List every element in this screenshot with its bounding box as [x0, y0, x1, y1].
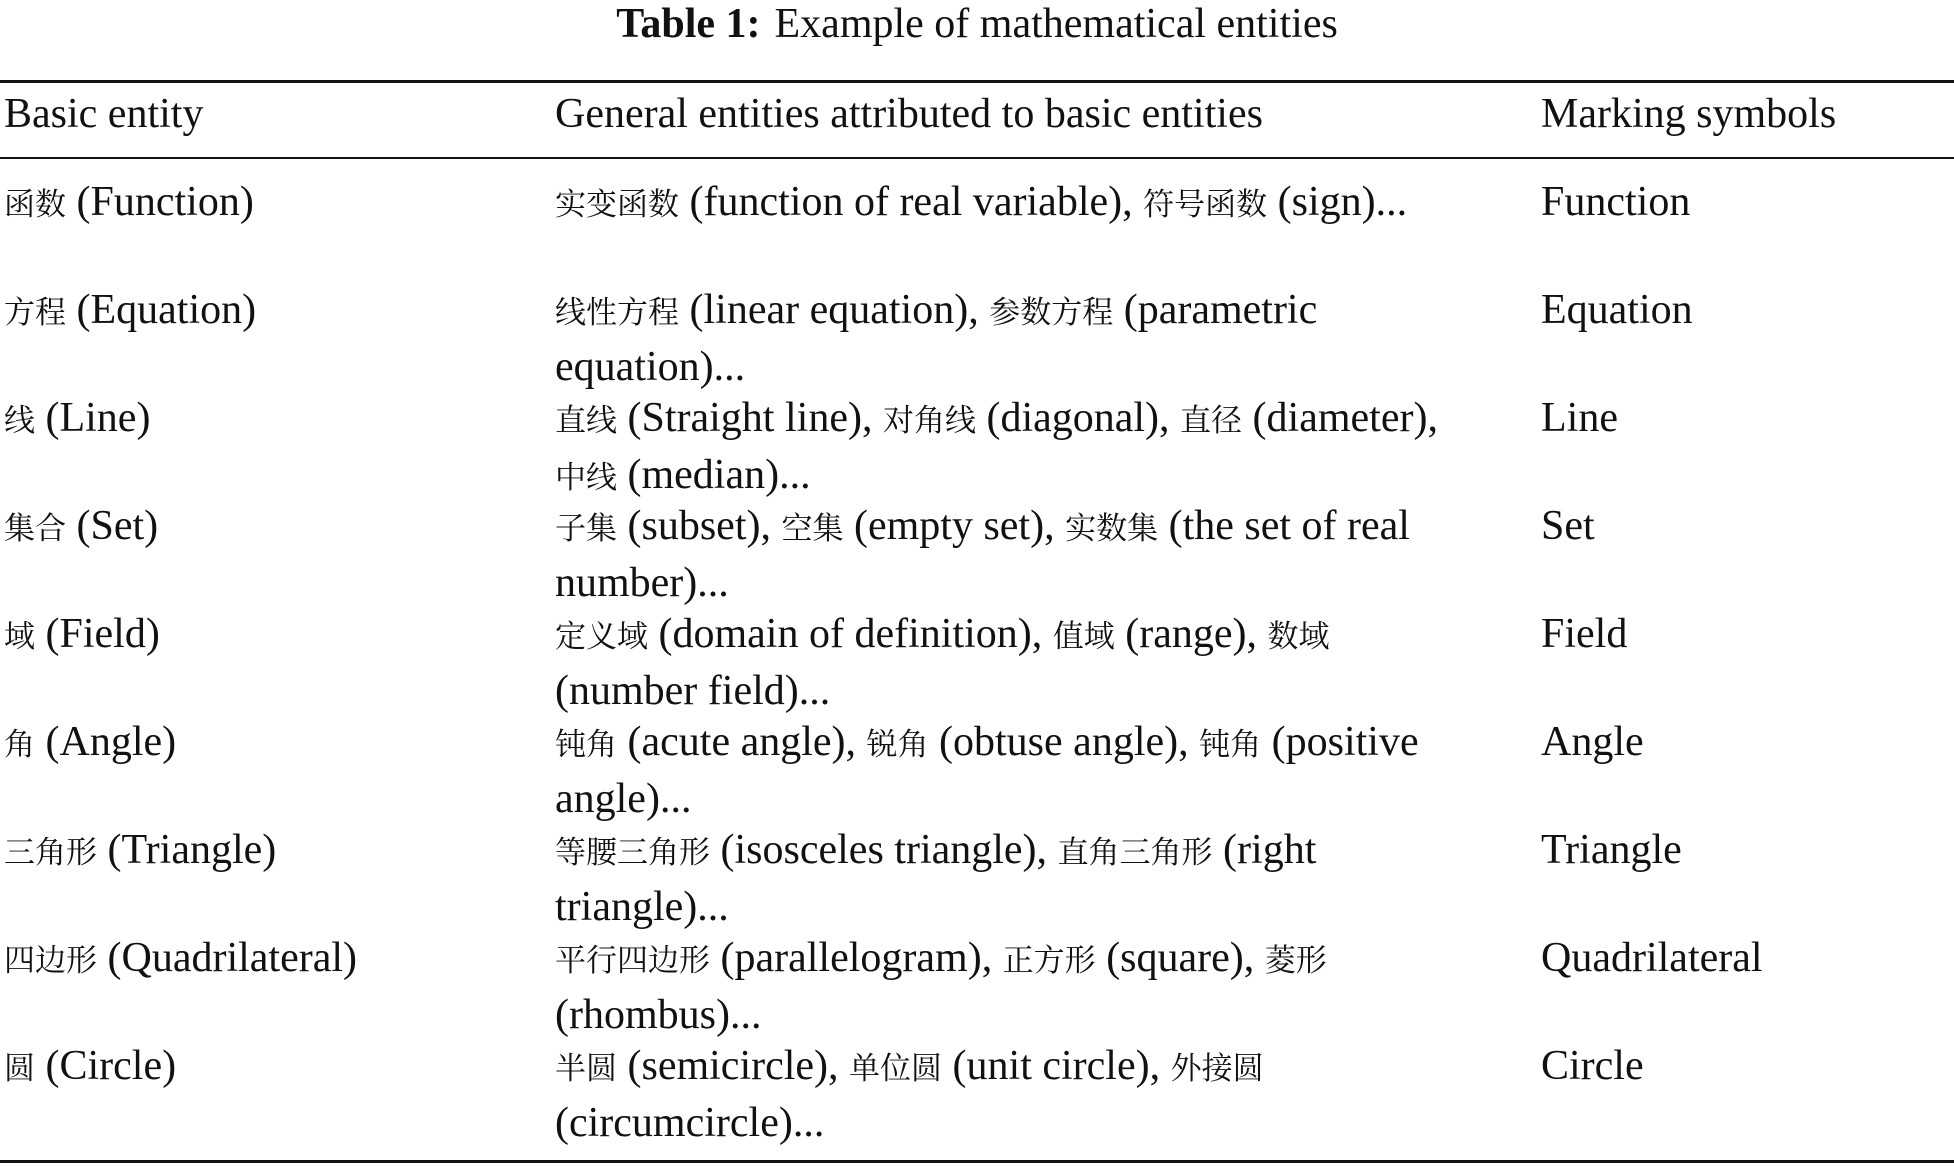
general-entity-en: (right triangle)...: [555, 827, 1317, 930]
general-entities-cell: [555, 931, 1455, 1042]
general-entity-zh: 实变函数: [555, 187, 679, 223]
general-entity-en: (square),: [1106, 935, 1255, 981]
general-entity-en: (empty set),: [853, 503, 1055, 549]
table-caption: [0, 0, 1954, 52]
basic-entity-zh: 函数: [4, 187, 66, 223]
table-header-rule: [0, 157, 1954, 159]
general-entity-en: (obtuse angle),: [939, 719, 1189, 765]
basic-entity-en: (Circle): [45, 1043, 177, 1089]
general-entities-cell: [555, 391, 1455, 505]
general-entities-cell: [555, 283, 1455, 394]
general-entity-en: (diameter),: [1252, 395, 1438, 441]
basic-entity-en: (Equation): [76, 287, 257, 333]
basic-entity-en: (Angle): [45, 719, 177, 765]
general-entity-zh: 值域: [1052, 619, 1115, 655]
header-marking-symbols: Marking symbols: [1541, 91, 1837, 137]
header-basic-entity: Basic entity: [4, 91, 204, 137]
table-row: [0, 391, 1954, 499]
general-entity-zh: 外接圆: [1170, 1051, 1264, 1087]
table-bottom-rule: [0, 1160, 1954, 1163]
basic-entity-zh: 圆: [4, 1051, 35, 1087]
table-row: [0, 175, 1954, 283]
general-entity-zh: 锐角: [866, 727, 929, 763]
basic-entity-zh: 线: [4, 403, 35, 439]
general-entity-en: (Straight line),: [627, 395, 873, 441]
marking-symbol-cell: Field: [1541, 611, 1628, 657]
header-general-entities: General entities attributed to basic entities: [555, 91, 1263, 137]
general-entity-zh: 空集: [781, 511, 844, 547]
general-entity-en: (sign)...: [1277, 179, 1408, 225]
basic-entity-cell: [4, 823, 544, 880]
general-entity-en: (positive angle)...: [555, 719, 1419, 822]
basic-entity-zh: 方程: [4, 295, 66, 331]
general-entity-en: (diagonal),: [986, 395, 1170, 441]
basic-entity-cell: [4, 499, 544, 556]
marking-symbol-cell: Triangle: [1541, 827, 1682, 873]
marking-symbol-cell: Function: [1541, 179, 1691, 225]
basic-entity-en: (Triangle): [107, 827, 277, 873]
general-entities-cell: [555, 1039, 1455, 1150]
table-body: [0, 175, 1954, 1147]
general-entity-zh: 符号函数: [1143, 187, 1268, 223]
general-entity-en: (median)...: [627, 452, 811, 498]
general-entity-zh: 直线: [555, 403, 617, 439]
general-entity-zh: 直角三角形: [1057, 835, 1213, 871]
general-entity-zh: 正方形: [1002, 943, 1096, 979]
general-entity-zh: 半圆: [555, 1051, 617, 1087]
table-row: [0, 1039, 1954, 1147]
general-entity-zh: 单位圆: [849, 1051, 943, 1087]
general-entity-zh: 钝角: [555, 727, 617, 763]
basic-entity-zh: 角: [4, 727, 35, 763]
basic-entity-en: (Function): [76, 179, 254, 225]
basic-entity-cell: [4, 391, 544, 448]
general-entities-cell: [555, 499, 1455, 610]
general-entity-en: (parallelogram),: [720, 935, 993, 981]
basic-entity-en: (Set): [76, 503, 159, 549]
basic-entity-zh: 四边形: [4, 943, 97, 979]
general-entity-zh: 子集: [555, 511, 617, 547]
general-entity-zh: 菱形: [1264, 943, 1327, 979]
general-entities-cell: [555, 607, 1455, 718]
table-top-rule: [0, 80, 1954, 83]
general-entity-zh: 定义域: [555, 619, 648, 655]
general-entity-en: (domain of definition),: [658, 611, 1043, 657]
general-entity-zh: 实数集: [1065, 511, 1159, 547]
general-entity-en: (isosceles triangle),: [720, 827, 1048, 873]
marking-symbol-cell: Angle: [1541, 719, 1644, 765]
general-entity-en: (rhombus)...: [555, 992, 762, 1038]
general-entity-zh: 等腰三角形: [555, 835, 710, 871]
general-entity-zh: 直径: [1180, 403, 1243, 439]
basic-entity-cell: [4, 175, 544, 232]
marking-symbol-cell: Circle: [1541, 1043, 1644, 1089]
general-entity-en: (the set of real number)...: [555, 503, 1410, 606]
caption-text: Example of mathematical entities: [774, 1, 1338, 47]
basic-entity-zh: 集合: [4, 511, 66, 547]
general-entity-en: (linear equation),: [689, 287, 979, 333]
table-row: [0, 823, 1954, 931]
general-entity-en: (parametric equation)...: [555, 287, 1318, 390]
general-entity-en: (range),: [1125, 611, 1257, 657]
general-entity-zh: 线性方程: [555, 295, 679, 331]
general-entity-en: (semicircle),: [627, 1043, 839, 1089]
caption-label: Table 1:: [616, 1, 761, 47]
marking-symbol-cell: Quadrilateral: [1541, 935, 1763, 981]
table-row: [0, 283, 1954, 391]
general-entity-en: (unit circle),: [952, 1043, 1161, 1089]
general-entities-cell: [555, 823, 1455, 934]
table-row: [0, 715, 1954, 823]
general-entity-en: (acute angle),: [627, 719, 857, 765]
table-row: [0, 499, 1954, 607]
general-entity-en: (circumcircle)...: [555, 1100, 825, 1146]
basic-entity-zh: 域: [4, 619, 35, 655]
basic-entity-cell: [4, 607, 544, 664]
general-entity-zh: 钝角: [1199, 727, 1262, 763]
basic-entity-zh: 三角形: [4, 835, 97, 871]
basic-entity-en: (Field): [45, 611, 160, 657]
general-entity-en: (function of real variable),: [689, 179, 1133, 225]
marking-symbol-cell: Line: [1541, 395, 1618, 441]
general-entity-zh: 参数方程: [989, 295, 1114, 331]
general-entity-zh: 数域: [1267, 619, 1330, 655]
table-row: [0, 607, 1954, 715]
general-entity-en: (number field)...: [555, 668, 831, 714]
basic-entity-en: (Line): [45, 395, 151, 441]
general-entity-zh: 中线: [555, 460, 617, 496]
general-entity-en: (subset),: [627, 503, 771, 549]
marking-symbol-cell: Equation: [1541, 287, 1693, 333]
basic-entity-cell: [4, 931, 544, 988]
marking-symbol-cell: Set: [1541, 503, 1595, 549]
general-entity-zh: 平行四边形: [555, 943, 710, 979]
basic-entity-cell: [4, 283, 544, 340]
table-row: [0, 931, 1954, 1039]
general-entities-cell: [555, 175, 1455, 232]
basic-entity-en: (Quadrilateral): [107, 935, 358, 981]
basic-entity-cell: [4, 715, 544, 772]
general-entities-cell: [555, 715, 1455, 826]
general-entity-zh: 对角线: [882, 403, 976, 439]
table-header-row: [0, 86, 1954, 154]
basic-entity-cell: [4, 1039, 544, 1096]
